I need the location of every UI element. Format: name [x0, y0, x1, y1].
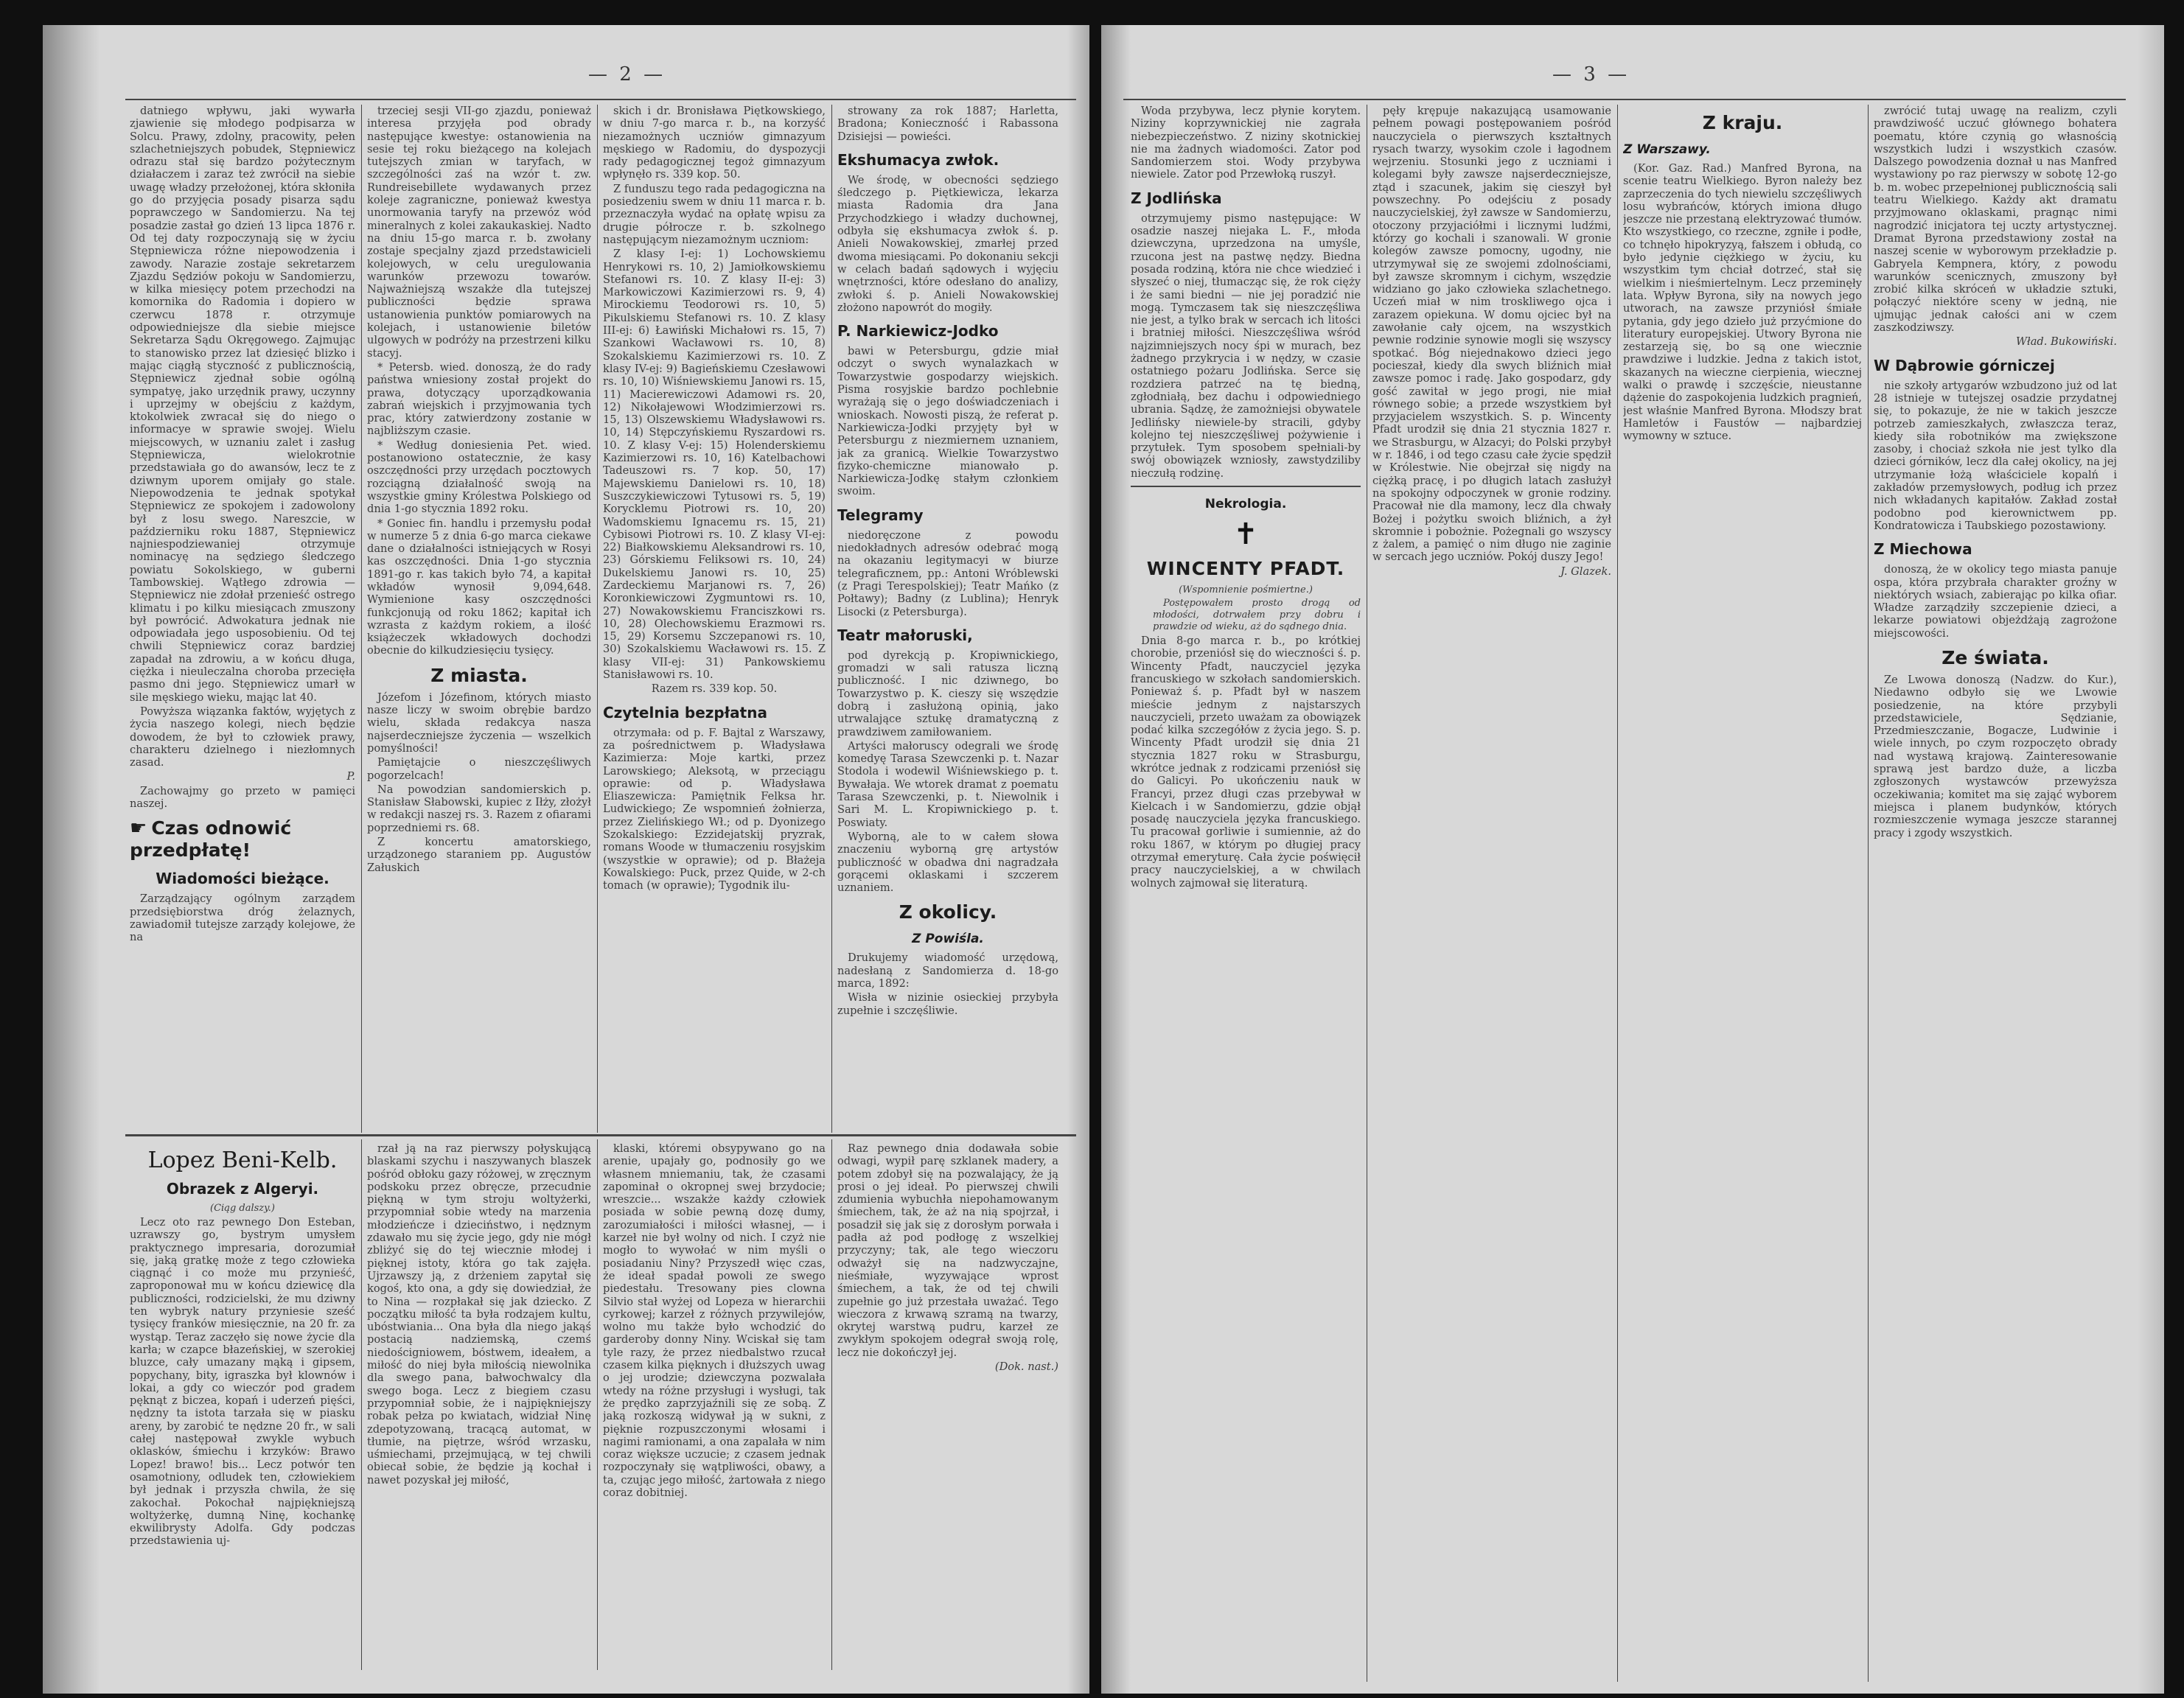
article-text: Woda przybywa, lecz płynie korytem. Niziny koprzywnickiej nie zagrała niebezpieczeństwo. Z niziny skotnickiej nie ma żadnych wiadomości. Zator pod Sandomierzem stoi. Wody przybywa niewiele. Zator pod Przewłoką ruszył.: [1131, 105, 1361, 181]
left-column-2: [367, 105, 591, 1131]
article-text: skich i dr. Bronisława Piętkowskiego, w dniu 7-go marca r. b., na korzyść niezamożnych uczniów gimnazyum męskiego w Radomiu, do dyspozycji rady pedagogicznej tegoż gimnazyum wpłynęło rs. 339 kop. 50.: [603, 105, 826, 181]
jodlinsk-heading: Z Jodlińska: [1131, 189, 1222, 207]
article-text: Józefom i Józefinom, których miasto nasze liczy w swoim obrębie bardzo wielu, składa redakcya nasza najserdeczniejsze życzenia — wszelkich pomyślności!: [367, 691, 591, 755]
deceased-name: WINCENTY PFADT.: [1146, 558, 1345, 580]
feuilleton-column-3: [603, 1142, 826, 1667]
signature: Wład. Bukowiński.: [2015, 335, 2117, 349]
column-divider: [831, 105, 832, 1133]
article-text: Ze Lwowa donoszą (Nadzw. do Kur.), Niedawno odbyło się we Lwowie posiedzenie, na które przybyli przedstawiciele, Sędzianie, Przedmieszczanie, Bogacze, Ludwinie i wiele innych, po czym rozpoczęto obrady nad wystawą krajową. Zainteresowanie sprawą jest bardzo duże, a liczba zgłoszonych wystawców przewyższa oczekiwania; komitet ma się zająć wyborem miejsca i planem budynków, których rozmieszczenie wymaga jeszcze starannej pracy i zgody wszystkich.: [1874, 673, 2117, 839]
right-column-4: [1874, 105, 2117, 1682]
right-column-2: [1372, 105, 1611, 1682]
article-text: (Kor. Gaz. Rad.) Manfred Byrona, na scenie teatru Wielkiego. Byron należy bez zaprzeczenia do tych niewielu szczęśliwych losu wybrańców, których imiona długo jeszcze nie przestaną elektryzować tłumów. Kto wszystkiego, co rzeczne, zgniłe i podłe, co tchnęło hipokryzyą, fałszem i obłudą, co było jedynie ciężkiego w życiu, ku wszystkim tym chciał dotrzeć, stał się wielkim i nieśmiertelnym. Lecz przeminęły lata. Wpływ Byrona, siły na nowych jego utworach, na zawsze przyniósł śmiałe pytania, gdy jego dzieło już przyćmione do literatury europejskiej. Utwory Byrona nie zestarzeją się, bo są one wiecznie prawdziwe i ludzkie. Jedna z takich istot, skazanych na wieczne cierpienia, wiecznej walki o prawdę i szczęście, nieustanne dążenie do zaspokojenia ludzkich pragnień, jest właśnie Manfred Byrona. Młodszy brat Hamletów i Faustów — najbardziej wymowny w sztuce.: [1623, 162, 1862, 443]
article-text: Pamiętajcie o nieszczęśliwych pogorzelcach!: [367, 756, 591, 782]
feuilleton-text: Lecz oto raz pewnego Don Esteban, uzrawszy go, bystrym umysłem praktycznego impresaria, dorozumiał się, jaką gratkę może z tego człowieka ciągnąć i co może mu przynieść, zaproponował mu w końcu dziewicę dla publiczności, rodzicielski, że mu dziwny ten wybryk natury przyniesie sześć tysięcy franków miesięcznie, na 20 fr. za wystąp. Teraz zaczęło się nowe życie dla karła; w czapce błazeńskiej, w szerokiej bluzce, cały umazany mąką i gipsem, popychany, bity, igraszka był klownów i lokai, a gdy co wieczór pod gradem pęknąt z biczea, kopań i uderzeń pięści, nędzny ta istota tarzała się w piasku areny, by zarobić te nędzne 20 fr., w sali całej następował zwykle wybuch oklasków, śmiechu i krzyków: Brawo Lopez! brawo! bis... Lecz potwór ten osamotniony, odludek ten, człowiekiem był jednak i przyszła chwila, że się zakochał. Pokochał najpiękniejszą woltyżerkę, dumną Ninę, kochankę ekwilibrysty Adolfa. Gdy podczas przedstawienia uj-: [130, 1216, 355, 1548]
article-text: pęły krępuje nakazującą usamowanie pełnem powagi postępowaniem pośród nauczyciela o pierwszych kształtnych rysach twarzy, wysokim czole i łagodnem wejrzeniu. Stosunki jego z uczniami i kolegami były zawsze najserdeczniejsze, ztąd i szacunek, jakim się cieszył był powszechny. Po odejściu z posady nauczycielskiej, żył zawsze w Sandomierzu, otoczony przyjaciółmi i licznymi ludźmi, którzy go kochali i szanowali. W gronie kolegów zawsze pomocny, ugodny, nie utrzymywał się ze swojemi zdolnościami, był zawsze skromnym i cichym, wszędzie widziano go jako człowieka szlachetnego. Uczeń miał w nim troskliwego ojca i zarazem opiekuna. W domu ojciec był na zawołanie cały ojcem, na wszystkich pewnie rodzinie synowie mogli się wszyscy spotkać. Bóg niejednakowo dzieci jego pocieszał, kiedy dla swych bliźnich miał zawsze pomoc i radę. Jako gospodarz, gdy gość zawitał w jego progi, nie miał równego sobie; a przede wszystkiem był przyjacielem wszystkich. S. p. Wincenty Pfadt urodził się dnia 21 stycznia 1827 r. we Strasburgu, w Alzacyi; do Polski przybył w r. 1846, i od tego czasu całe życie spędził w Królestwie. Nie obejrzał się nigdy na ciężką pracę, i po długich latach zasłużył na spokojny odpoczynek w gronie rodziny. Pracował nie dla mamony, lecz dla chwały Bożej i pożytku swoich bliźnich, a żył skromnie i pobożnie. Pożegnali go wszyscy z żalem, a pamięć o nim długo nie zaginie w sercach jego uczniów. Pokój duszy Jego!: [1372, 105, 1611, 564]
right-column-3: [1623, 105, 1862, 1682]
page-edge: [2138, 25, 2164, 1694]
gutter-shadow: [1067, 25, 1089, 1694]
left-page: [43, 25, 1089, 1694]
column-divider: [1868, 105, 1869, 1682]
obituary-quote: Postępowałem prosto drogą od młodości, dotrwałem przy dobru i prawdzie od wieku, aż do sądnego dnia.: [1153, 598, 1361, 633]
article-text: strowany za rok 1887; Harletta, Bradona; Konieczność i Rabassona Dzisiejsi — powieści.: [837, 105, 1058, 143]
signature: J. Glazek.: [1560, 565, 1611, 578]
column-divider: [597, 1139, 598, 1670]
library-heading: Czytelnia bezpłatna: [603, 703, 767, 722]
article-text: Na powodzian sandomierskich p. Stanisław Słabowski, kupiec z Iłży, złożył w redakcji naszej rs. 3. Razem z ofiarami poprzedniemi rs. 68.: [367, 783, 591, 834]
column-divider: [597, 105, 598, 1133]
feuilleton-text: rzał ją na raz pierwszy połyskującą blaskami szychu i naszywanych blaszek pośród obłoku gazy różowej, w zręcznym podskoku przez obręcze, przecudnie piękną w tym stroju woltyżerki, przypomniał sobie wtedy na marzenia młodzieńcze i dzieciństwo, i nędznym zdawało mu się życie jego, gdy nie mógł zbliżyć się do tej wiecznie młodej i pięknej istoty, która go tak zajęła. Ujrzawszy ją, z drżeniem zapytał się kogoś, kto ona, a gdy się dowiedział, że to Nina — rozpłakał się jak dziecko. Z początku miłość ta była rodzajem kultu, ubóstwiania... Ona była dla niego jakąś postacią nadziemską, czemś niedościgniowem, bóstwem, ideałem, a miłość do niej była miłością niewolnika dla swego pana, bałwochwalcy dla swego boga. Lecz z biegiem czasu przypomniał sobie, że i najpiękniejszy robak pełza po kwiatach, widział Ninę zdepotyzowaną, tracącą automat, w tłumie, na piętrze, wśród wrzasku, uśmiechami, przejmującą, w tej chwili obiecał sobie, że będzie ją kochał i nawet pozyskał jej miłość,: [367, 1142, 591, 1486]
gutter-shadow: [1101, 25, 1131, 1694]
scholarship-list: Z klasy I-ej: 1) Lochowskiemu Henrykowi rs. 10, 2) Jamiołkowskiemu Stefanowi rs. 10. Z klasy II-ej: 3) Markowiczowi Kazimierzowi rs. 9, 4) Mirockiemu Teodorowi rs. 10, 5) Pikulskiemu Stefanowi rs. 10. Z klasy III-ej: 6) Ławiński Michałowi rs. 15, 7) Szankowi Wacławowi rs. 10, 8) Szokalskiemu Kazimierzowi rs. 10. Z klasy IV-ej: 9) Bagieńskiemu Czesławowi rs. 10, 10) Wiśniewskiemu Janowi rs. 15, 11) Macierewiczowi Adamowi rs. 20, 12) Nikołajewowi Włodzimierzowi rs. 15, 13) Olszewskiemu Władysławowi rs. 10, 14) Stępczyńskiemu Ryszardowi rs. 10. Z klasy V-ej: 15) Holenderskiemu Kazimierzowi rs. 10, 16) Katelbachowi Tadeuszowi rs. 7 kop. 50, 17) Majewskiemu Danielowi rs. 10, 18) Suszczykiewiczowi Tytusowi rs. 5, 19) Korycklemu Piotrowi rs. 10, 20) Wadomskiemu Ignacemu rs. 15, 21) Cybisowi Piotrowi rs. 10. Z klasy VI-ej: 22) Białkowskiemu Aleksandrowi rs. 10, 23) Górskiemu Feliksowi rs. 10, 24) Dukelskiemu Janowi rs. 10, 25) Zardeckiemu Marjanowi rs. 7, 26) Koronkiewiczowi Zygmuntowi rs. 10, 27) Nowakowskiemu Franciszkowi rs. 10, 28) Olechowskiemu Erazmowi rs. 15, 29) Korsemu Szczepanowi rs. 10, 30) Szokalskiemu Wacławowi rs. 15. Z klasy VII-ej: 31) Pankowskiemu Stanisławowi rs. 10.: [603, 248, 826, 682]
left-column-4: [837, 105, 1058, 1131]
column-divider: [361, 1139, 362, 1670]
article-text: * Petersb. wied. donoszą, że do rady państwa wniesiony został projekt do prawa, dotyczący uporządkowania zabrań wiejskich i przyjmowania tych prac, który zatwierdzony zostanie w najbliższym czasie.: [367, 360, 591, 438]
article-text: Drukujemy wiadomość urzędową, nadesłaną z Sandomierza d. 18-go marca, 1892:: [837, 951, 1058, 990]
feuilleton-column-4: [837, 1142, 1058, 1667]
article-text: nie szkoły artygarów wzbudzono już od lat 28 istnieje w tutejszej osadzie przydatnej się, to pokazuje, że nie w takich jeszcze potrzeb zamieszkałych, zwłaszcza teraz, kiedy siła robotników ma zwiększone zasoby, i chociaż szkoła nie jest tylko dla dzieci górników, lecz dla całej okolicy, na jej utrzymanie łożą właściciele kopalń i zakładów przemysłowych, podług ich przez nich wkładanych kapitałów. Zakład został podobno pod kierownictwem pp. Kondratowicza i Taubskiego pozostawiony.: [1874, 379, 2117, 532]
renew-subscription-heading: ☛ Czas odnowić przedpłatę!: [130, 817, 292, 862]
article-text: niedoręczone z powodu niedokładnych adresów odebrać mogą na okazaniu legitymacyi w biurze telegraficznem, pp.: Antoni Wróblewski (z Pragi Terespolskiej); Teatr Mańko (z Połtawy); Badny (z Lublina); Henryk Lisocki (z Petersburga).: [837, 528, 1058, 618]
page-number: — 2 —: [588, 63, 666, 85]
feuilleton-text: klaski, któremi obsypywano go na arenie, upajały go, podnosiły go we własnem mniemaniu, tak, że czasami zapominał o okropnej swej brzydocie; wreszcie... wszakże każdy człowiek posiada w sobie pewną dozę dumy, zarozumiałości i miłości własnej, — i karzeł nie był wolny od nich. I czyż nie mogło to wywołać w nim myśli o posiadaniu Niny? Przyszedł więc czas, że ideał spadał powoli ze swego piedestału. Tresowany pies clowna Silvio stał wyżej od Lopeza w hierarchii cyrkowej; karzeł z różnych przywilejów, wolno mu także było wchodzić do garderoby donny Niny. Wciskał się tam tyle razy, że przez niedbalstwo rzucał czasem kilka pięknych i dłuższych uwag o jej urodzie; dziewczyna pozwalała wtedy na różne przysługi i wysługi, tak że prędko zaprzyjaźnili się ze sobą. Z jaką rozkoszą widywał ją w sukni, z pięknie rozpuszczonymi włosami i nagimi ramionami, a ona zapalała w nim coraz większe uczucie; z czasem jednak rozpoczynały się wątpliwości, obawy, a ta, czując jego miłość, żartowała z niego coraz dobitniej.: [603, 1142, 826, 1500]
exhumation-heading: Ekshumacya zwłok.: [837, 150, 999, 169]
total-line: Razem rs. 339 kop. 50.: [651, 682, 778, 696]
article-text: Powyższa wiązanka faktów, wyjętych z życia naszego kolegi, niech będzie dowodem, że był to człowiek prawy, charakteru dzielnego i niezłomnych zasad.: [130, 705, 355, 769]
article-text: Wisła w nizinie osieckiej przybyła zupełnie i szczęśliwie.: [837, 991, 1058, 1017]
feuilleton-rule: [125, 1134, 1076, 1136]
world-news-heading: Ze świata.: [1941, 646, 2049, 668]
article-text: Zachowajmy go przeto w pamięci naszej.: [130, 784, 355, 811]
obituary-subtitle: (Wspomnienie pośmiertne.): [1179, 584, 1313, 596]
article-text: pod dyrekcją p. Kropiwnickiego, gromadzi w sali ratusza liczną publiczność. I nic dziwnego, bo Towarzystwo p. K. cieszy się wszędzie dobrą i zasłużoną opinią, jako utrwalające sztukę dramatyczną z prawdziwem zamiłowaniem.: [837, 649, 1058, 738]
feuilleton-title: Lopez Beni-Kelb.: [147, 1147, 338, 1173]
column-divider: [831, 1139, 832, 1670]
feuilleton-subtitle: Obrazek z Algeryi.: [166, 1180, 319, 1198]
binding-shadow: [43, 25, 100, 1694]
article-text: * Według doniesienia Pet. wied. postanowiono ostatecznie, że kasy oszczędności przy urzędach pocztowych rozciągną działalność swoją na wszystkie gminy Królestwa Polskiego od dnia 1-go stycznia 1892 roku.: [367, 439, 591, 516]
article-text: We środę, w obecności sędziego śledczego p. Piętkiewicza, lekarza miasta Radomia dra Jana Przychodzkiego i władzy duchownej, odbyła się ekshumacya zwłok ś. p. Anieli Nowakowskiej, zmarłej przed dwoma miesiącami. Po dokonaniu sekcji w celach badań sądowych i wyjęciu wnętrzności, które odesłano do analizy, zwłoki ś. p. Anieli Nowakowskiej złożono napowrót do mogiły.: [837, 173, 1058, 314]
article-text: * Goniec fin. handlu i przemysłu podał w numerze 5 z dnia 6-go marca ciekawe dane o działalności istniejących w Rosyi kas oszczędności. Dnia 1-go stycznia 1891-go r. kas takich było 74, a kapitał wkładów wynosił 9,094,648. Wymienione kasy oszczędności funkcjonują od roku 1862; kapitał ich wzrasta z każdym rokiem, a ilość książeczek wkładowych dochodzi obecnie do kilkudziesięciu tysięcy.: [367, 517, 591, 657]
right-page: [1101, 25, 2164, 1694]
article-text: zwrócić tutaj uwagę na realizm, czyli prawdziwość uczuć głównego bohatera poematu, które czynią go własnością wszystkich ludzi i wszystkich czasów. Dalszego powodzenia doznał u nas Manfred wystawiony po raz pierwszy w sobotę 12-go b. m. wobec przepełnionej publicznością sali teatru Wielkiego. Każdy akt dramatu przyjmowano oklaskami, pragnąc nimi nagrodzić inicjatora tej uczty artystycznej. Dramat Byrona przedstawiony został na naszej scenie w wyborowym przekładzie p. Gabryela Kempnera, który, z powodu warunków scenicznych, zmuszony był zrobić kilka skróceń w układzie sztuki, połączyć niektóre sceny w jedną, nie ujmując jednak całości ani w czem zaszkodziwszy.: [1874, 105, 2117, 335]
article-text: Wyborną, ale to w całem słowa znaczeniu wyborną grę artystów publiczność w obadwa dni nagradzała gorącemi oklaskami i szczerem uznaniem.: [837, 830, 1058, 895]
signature: P.: [346, 770, 355, 783]
feuilleton-column-2: [367, 1142, 591, 1667]
left-column-3: [603, 105, 826, 1131]
theatre-heading: Teatr małoruski,: [837, 626, 973, 644]
article-text: otrzymujemy pismo następujące: W osadzie naszej niejaka L. F., młoda dziewczyna, uprzedzona na umyśle, rzucona jest na pastwę nędzy. Biedna posada rodziną, która nie chce wiedzieć i słyszeć o niej, tłumacząc się, że rok cięży i że sami biedni — nie jej poradzić nie mogą. Tymczasem tak się nieszczęśliwa nie jest, a tylko brak w sercach ich litości i bratniej miłości. Nieszczęśliwa wśród najzimniejszych nocy śpi w murach, bez żadnego przykrycia i w nędzy, w czasie ostatniego pożaru Jodlińska. Serce się rozdziera patrzeć na tę biedną, zgłodniałą, bez dachu i odpowiedniego ubrania. Sądzę, że zamożniejsi obywatele Jedlińsky niewiele-by stracili, gdyby kolejno tej nieszczęśliwej pożywienie i przytułek. Tym sposobem spełniali-by swój obowiązek wzniosły, zawstydziliby nieczułą rodzinę.: [1131, 212, 1361, 480]
page-number: — 3 —: [1552, 63, 1630, 85]
city-news-heading: Z miasta.: [430, 664, 528, 686]
dabrowa-heading: W Dąbrowie górniczej: [1874, 356, 2055, 374]
pointing-hand-icon: ☛: [130, 817, 147, 840]
powisle-heading: Z Powiśla.: [912, 932, 984, 947]
article-text: Artyści małoruscy odegrali we środę komedyę Tarasa Szewczenki p. t. Nazar Stodola i wodewil Wiśniewskiego p. t. Bywałaja. We wtorek dramat z poematu Tarasa Szewczenki, p. t. Niewolnik i Sari M. L. Kropiwnickiego p. t. Poswiaty.: [837, 739, 1058, 829]
left-column-1: [130, 105, 355, 1131]
narkiewicz-heading: P. Narkiewicz-Jodko: [837, 322, 999, 340]
article-text: bawi w Petersburgu, gdzie miał odczyt o swych wynalazkach w Towarzystwie gospodarzy wiejskich. Pisma rosyjskie bardzo pochlebnie wyrażają się o jego doświadczeniach i wnioskach. Nowosti piszą, że referat p. Narkiewicza-Jodki przyjęty był w Petersburgu z niezmiernem uznaniem, jak za granicą. Wielkie Towarzystwo fizyko-chemiczne mianowało p. Narkiewicza-Jodkę stałym członkiem swoim.: [837, 345, 1058, 498]
article-text: datniego wpływu, jaki wywarła zjawienie się młodego podpisarza w Solcu. Prawy, zdolny, pracowity, pełen szlachetniejszych pobudek, Stępniewicz odrazu stał się bardzo pożytecznym działaczem i zaraz też zwrócił na siebie uwagę władzy przełożonej, która skłoniła go do przyjęcia posady pisarza sądu poprawczego w Sandomierzu. Na tej posadzie zastał go dzień 13 lipca 1876 r. Od tej daty rozpoczynają się w życiu Stępniewicza różne niepowodzenia i zawody. Narazie zostaje sekretarzem Zjazdu Sędziów pokoju w Sandomierzu, w kilka miesięcy potem przechodzi na komornika do Radomia i dopiero w czerwcu 1878 r. otrzymuje odpowiedniejsze dla siebie miejsce Sekretarza Sądu Okręgowego. Zajmując to stanowisko przez lat dziesięć blizko i mając ciągłą styczność z publicznością, Stępniewicz zjednał sobie ogólną sympatyę, jako urzędnik prawy, uczynny i uprzejmy w obejściu z każdym, ktokolwiek zwracał się do niego o informacye w sprawie swojej. Wielu miejscowych, w uznaniu zalet i zasług Stępniewicza, wielokrotnie przedstawiała go do awansów, lecz te z dziwnym uporem omijały go stale. Niepowodzenia te jednak spotykał Stępniewicz ze spokojem i zadowolony był z losu swego. Nareszcie, w październiku roku 1887, Stępniewicz najniespodziewaniej otrzymuje nominacyę na sędziego śledczego powiatu Sokolskiego, w guberni Tambowskiej. Wątłego zdrowia — Stępniewicz nie zdołał przenieść ostrego klimatu i po kilku miesiącach zmuszony był powrócić. Adwokatura jednak nie odpowiadała jego usposobieniu. Od tej chwili Stępniewicz coraz bardziej zapadał na zdrowiu, a w końcu długa, ciężka i nieuleczalna choroba przecięła pasmo dni jego. Stępniewicz umarł w sile męskiego wieku, mając lat 40.: [130, 105, 355, 704]
article-text: Zarządzający ogólnym zarządem przedsiębiorstwa dróg żelaznych, zawiadomił tutejsze zarządy kolejowe, że na: [130, 892, 355, 944]
to-be-continued: (Dok. nast.): [994, 1360, 1058, 1374]
country-news-heading: Z kraju.: [1702, 112, 1783, 133]
right-column-1: [1131, 105, 1361, 1682]
article-text: Dnia 8-go marca r. b., po krótkiej chorobie, przeniósł się do wieczności ś. p. Wincenty Pfadt, nauczyciel języka francuskiego w szkołach sandomierskich. Ponieważ ś. p. Pfadt był w naszem mieście jednym z najstarszych nauczycieli, przeto uważam za obowiązek podać kilka szczegółów z życia jego. S. p. Wincenty Pfadt urodził się dnia 21 stycznia 1827 roku w Strasburgu, wkrótce jednak z rodzicami przeniósł się do Galicyi. Po ukończeniu nauk w Francyi, przez długi czas przebywał w Kielcach i w Sandomierzu, gdzie objął posadę nauczyciela języka francuskiego. Tu pracował gorliwie i sumiennie, aż do roku 1867, w którym po długiej pracy otrzymał emeryturę. Cała życie poświęcił pracy nauczycielskiej, a w chwilach wolnych zajmował się literaturą.: [1131, 635, 1361, 890]
telegrams-heading: Telegramy: [837, 506, 924, 524]
obituary-heading: Nekrologia.: [1204, 497, 1287, 512]
column-divider: [361, 105, 362, 1133]
article-text: donoszą, że w okolicy tego miasta panuje ospa, która przybrała charakter groźny w niektórych wsiach, zabierając po kilka ofiar. Władze zarządziły szczepienie dzieci, a lekarze powiatowi objeżdżają zagrożone miejscowości.: [1874, 563, 2117, 640]
column-divider: [1617, 105, 1618, 1682]
warsaw-heading: Z Warszawy.: [1623, 142, 1711, 157]
header-rule: [1123, 99, 2126, 100]
article-text: Z funduszu tego rada pedagogiczna na posiedzeniu swem w dniu 11 marca r. b. przeznaczyła wydać na opłatę wpisu za drugie półrocze r. b. szkolnego następującym niezamożnym uczniom:: [603, 182, 826, 246]
feuilleton-text: Raz pewnego dnia dodawała sobie odwagi, wypił parę szklanek madery, a potem zdobył się na pozwalający, że ją prosi o jej ideał. Po pierwszej chwili zdumienia wybuchła niepohamowanym śmiechem, tak, że aż na nią spojrzał, i posadził się jak się z dorosłym porwała i padła aż pod podłogę z wszelkiej przyczyny; tak, ale tego wieczoru odważył się na nadzwyczajne, nieśmiałe, wyzywające wprost śmiechem, a tak, że od tej chwili zupełnie go już przestała uważać. Tego wieczora z krwawą szramą na twarzy, okrytej warstwą pudru, karzeł ze zwykłym spokojem odegrał swoją rolę, lecz nie dokończył jej.: [837, 1142, 1058, 1359]
header-rule: [125, 99, 1076, 100]
cross-icon: ✝: [1233, 517, 1258, 552]
article-text: trzeciej sesji VII-go zjazdu, ponieważ interesa przyjęła pod obrady następujące kwestye: ostanowienia na sesie tej roku bieżącego na kolejach tutejszych zmian w taryfach, w szczególności zaś na wzór t. zw. Rundreisebillete wydawanych przez koleje zagraniczne, ponieważ kwestya unormowania taryfy na przewóz wód mineralnych z kolei zakaukaskiej. Nadto na dniu 15-go marca r. b. zwołany zostaje specjalny zjazd przedstawicieli kolejowych, w celu uregulowania warunków przewozu towarów. Najważniejszą wszakże dla tutejszej publiczności będzie sprawa ustanowienia punktów pomiarowych na kolejach, i ustanowienie biletów ulgowych w podróży na przestrzeni kilku stacyj.: [367, 105, 591, 360]
region-heading: Z okolicy.: [899, 901, 997, 923]
continued-note: (Ciąg dalszy.): [210, 1203, 275, 1214]
article-text: otrzymała: od p. F. Bajtal z Warszawy, za pośrednictwem p. Władysława Kazimierza: Moje kartki, przez Larowskiego; Aleksotą, w przeciągu oprawie: od p. Władysława Eliaszewicza: Pamiętnik Felksa hr. Ludwickiego; Ze wspomnień żołnierza, przez Zielińskiego Wł.; od p. Dyonizego Szokalskiego: Ezzidejatskij pryzrak, romans Woode w tłumaczeniu rosyjskim (wszystkie w oprawie); od p. Błażeja Kowalskiego: Puck, przez Quide, w 2-ch tomach (w oprawie); Tygodnik ilu-: [603, 726, 826, 892]
section-rule: [1131, 486, 1361, 487]
news-heading: Wiadomości bieżące.: [156, 870, 329, 888]
feuilleton-column-1: [130, 1142, 355, 1667]
article-text: Z koncertu amatorskiego, urządzonego staraniem pp. Augustów Załuskich: [367, 836, 591, 874]
miechow-heading: Z Miechowa: [1874, 540, 1972, 559]
